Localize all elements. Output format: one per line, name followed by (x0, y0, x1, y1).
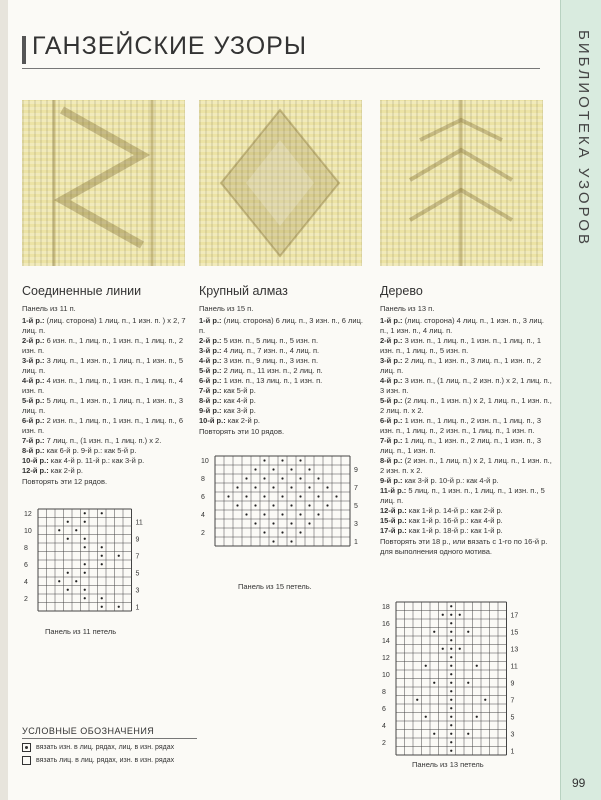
row-label: 18 (382, 603, 390, 611)
pattern-repeat-note: Повторять эти 18 р., или вязать с 1-го по 16-й р. для выполнения одного мотива. (380, 537, 548, 556)
row-number: 7-й р.: (199, 386, 222, 395)
chart-caption: Панель из 11 петель (45, 627, 117, 636)
instruction-row (380, 476, 552, 486)
purl-dot (281, 531, 283, 533)
pattern-repeat-note: Повторять эти 12 рядов. (22, 477, 108, 486)
row-label: 4 (382, 722, 386, 730)
empty-square-icon (22, 756, 31, 765)
purl-dot (459, 648, 461, 650)
instruction-row (22, 316, 194, 336)
row-number: 2-й р.: (22, 336, 45, 345)
purl-dot (484, 699, 486, 701)
pattern-title: Дерево (380, 284, 423, 298)
purl-dot (459, 614, 461, 616)
row-text: 2 изн. п., 1 лиц. п., 1 изн. п., 1 лиц. п., 6 изн. п. (22, 416, 183, 435)
row-number: 6-й р.: (22, 416, 45, 425)
purl-dot (254, 522, 256, 524)
purl-dot (317, 477, 319, 479)
row-label: 4 (201, 512, 205, 519)
row-number: 5-й р.: (199, 366, 222, 375)
purl-dot (84, 589, 86, 591)
row-label: 6 (24, 561, 28, 569)
row-text: 4 лиц. п., 7 изн. п., 4 лиц. п. (221, 346, 320, 355)
purl-dot (263, 495, 265, 497)
row-text: 5 лиц. п., 1 изн. п., 1 лиц. п., 1 изн. п., 5 лиц. п. (380, 486, 545, 505)
row-text: (лиц. сторона) 4 лиц. п., 1 изн. п., 3 лиц. п., 1 изн. п., 4 лиц. п. (380, 316, 544, 335)
purl-dot (118, 606, 120, 608)
row-number: 8-й р.: (199, 396, 222, 405)
row-label: 1 (354, 539, 358, 546)
row-label: 11 (510, 663, 518, 671)
row-number: 10-й р.: (22, 456, 49, 465)
pattern-intro: Панель из 11 п. (22, 304, 76, 313)
purl-dot (101, 606, 103, 608)
purl-dot (450, 605, 452, 607)
purl-dot (236, 486, 238, 488)
row-text: (2 лиц. п., 1 изн. п.) x 2, 1 лиц. п., 1 изн. п., 2 лиц. п. x 2. (380, 396, 552, 415)
row-number: 4-й р.: (199, 356, 222, 365)
chart-grid (199, 452, 368, 550)
purl-dot (254, 504, 256, 506)
title-divider (22, 68, 540, 69)
row-text: как 4-й р. (221, 396, 256, 405)
row-label: 2 (24, 595, 28, 603)
purl-dot (272, 522, 274, 524)
instruction-row (199, 356, 371, 366)
purl-dot (450, 639, 452, 641)
purl-dot (308, 468, 310, 470)
pattern-column-1 (22, 284, 194, 487)
page-title: ГАНЗЕЙСКИЕ УЗОРЫ (32, 32, 307, 60)
instruction-row (380, 526, 552, 536)
purl-dot (450, 690, 452, 692)
row-label: 1 (510, 748, 515, 756)
row-label: 9 (354, 467, 358, 474)
purl-dot (84, 546, 86, 548)
row-label: 10 (382, 671, 390, 679)
row-label: 13 (510, 646, 519, 654)
purl-dot (450, 699, 452, 701)
purl-dot (272, 486, 274, 488)
row-number: 3-й р.: (380, 356, 403, 365)
purl-dot (290, 522, 292, 524)
row-label: 3 (510, 731, 515, 739)
row-label: 3 (354, 521, 358, 528)
instruction-row (380, 356, 552, 376)
purl-dot (433, 682, 435, 684)
row-text: как 2-й р. (225, 416, 260, 425)
row-text: 7 лиц. п., (1 изн. п., 1 лиц. п.) x 2. (44, 436, 162, 445)
pattern-intro: Панель из 13 п. (380, 304, 435, 313)
row-text: как 2-й р. (48, 466, 83, 475)
instruction-row (380, 416, 552, 436)
purl-dot (326, 486, 328, 488)
purl-dot (476, 665, 478, 667)
row-text: (2 изн. п., 1 лиц. п.) x 2, 1 лиц. п., 1 изн. п., 2 изн. п. x 2. (380, 456, 552, 475)
purl-dot (67, 521, 69, 523)
purl-dot (299, 477, 301, 479)
row-text: 2 лиц. п., 11 изн. п., 2 лиц. п. (221, 366, 323, 375)
purl-dot (245, 477, 247, 479)
purl-dot (450, 707, 452, 709)
row-text: 3 лиц. п., 1 изн. п., 1 лиц. п., 1 изн. п., 5 лиц. п. (22, 356, 183, 375)
row-number: 2-й р.: (380, 336, 403, 345)
row-label: 5 (135, 570, 140, 578)
title-accent (22, 36, 26, 64)
knitting-chart-2 (199, 452, 368, 555)
purl-dot (450, 631, 452, 633)
instruction-row (380, 376, 552, 396)
row-text: 3 изн. п., 1 лиц. п., 1 изн. п., 1 лиц. п., 1 изн. п., 1 лиц. п., 5 изн. п. (380, 336, 541, 355)
purl-dot (75, 580, 77, 582)
purl-dot (308, 522, 310, 524)
purl-dot (101, 563, 103, 565)
purl-dot (450, 724, 452, 726)
row-label: 15 (510, 629, 519, 637)
legend-item-purl (22, 743, 202, 752)
row-number: 12-й р.: (22, 466, 49, 475)
purl-dot (84, 563, 86, 565)
purl-dot (416, 699, 418, 701)
row-text: как 1-й р. 14-й р.: как 2-й р. (406, 506, 503, 515)
purl-dot (299, 513, 301, 515)
swatch-photo-2 (199, 100, 362, 266)
purl-dot (101, 555, 103, 557)
purl-dot (450, 656, 452, 658)
purl-dot (317, 513, 319, 515)
row-label: 12 (24, 510, 32, 518)
purl-dot (467, 733, 469, 735)
row-number: 3-й р.: (199, 346, 222, 355)
swatch-2-pattern (199, 100, 362, 266)
knitting-chart-3 (380, 598, 525, 764)
page-number: 99 (572, 776, 586, 790)
row-number: 15-й р.: (380, 516, 407, 525)
row-label: 2 (201, 530, 205, 537)
purl-dot (58, 529, 60, 531)
legend-text: вязать лиц. в лиц. рядах, изн. в изн. рядах (36, 757, 175, 764)
legend (22, 726, 202, 769)
row-text: 5 изн. п., 5 лиц. п., 5 изн. п. (221, 336, 319, 345)
row-label: 6 (382, 705, 386, 713)
instruction-row (199, 366, 371, 376)
swatch-photo-1 (22, 100, 185, 266)
purl-dot (290, 504, 292, 506)
purl-dot (450, 716, 452, 718)
instruction-row (199, 376, 371, 386)
purl-dot (272, 468, 274, 470)
row-text: 6 изн. п., 1 лиц. п., 1 изн. п., 1 лиц. п., 2 изн. п. (22, 336, 183, 355)
chart-grid (22, 505, 150, 615)
row-text: как 3-й р. (221, 406, 256, 415)
legend-divider (22, 738, 197, 739)
purl-dot (425, 716, 427, 718)
purl-dot (433, 733, 435, 735)
purl-dot (450, 741, 452, 743)
instruction-row (22, 436, 194, 446)
row-number: 3-й р.: (22, 356, 45, 365)
instruction-row (380, 316, 552, 336)
instruction-row (380, 506, 552, 516)
row-text: как 4-й р. 11-й р.: как 3-й р. (48, 456, 145, 465)
purl-dot (450, 682, 452, 684)
chart-caption: Панель из 13 петель (412, 760, 484, 769)
purl-dot (67, 589, 69, 591)
swatch-3-pattern (380, 100, 543, 266)
row-number: 9-й р.: (199, 406, 222, 415)
purl-dot (450, 665, 452, 667)
chart-caption: Панель из 15 петель. (238, 582, 312, 591)
pattern-title: Крупный алмаз (199, 284, 288, 298)
row-label: 3 (135, 587, 140, 595)
instruction-row (22, 376, 194, 396)
purl-dot (272, 504, 274, 506)
purl-dot (290, 468, 292, 470)
instruction-row (380, 456, 552, 476)
row-text: 1 изн. п., 1 лиц. п., 2 изн. п., 1 лиц. п., 3 изн. п., 1 лиц. п., 2 изн. п., 1 лиц. п., 1 изн. п. (380, 416, 541, 435)
purl-dot (450, 733, 452, 735)
purl-dot (308, 486, 310, 488)
purl-dot (245, 495, 247, 497)
purl-dot (101, 597, 103, 599)
row-label: 11 (135, 519, 143, 527)
row-label: 6 (201, 494, 205, 501)
row-number: 6-й р.: (199, 376, 222, 385)
row-number: 5-й р.: (22, 396, 45, 405)
instruction-row (199, 316, 371, 336)
swatch-1-pattern (22, 100, 185, 266)
swatch-photo-3 (380, 100, 543, 266)
purl-dot (58, 580, 60, 582)
row-text: как 5-й р. (221, 386, 256, 395)
purl-dot (118, 555, 120, 557)
row-label: 10 (201, 458, 209, 465)
purl-dot (254, 468, 256, 470)
purl-dot (467, 631, 469, 633)
purl-dot (450, 622, 452, 624)
row-label: 8 (24, 544, 28, 552)
purl-dot (476, 716, 478, 718)
row-text: 3 изн. п., (1 лиц. п., 2 изн. п.) x 2, 1 лиц. п., 3 изн. п. (380, 376, 552, 395)
purl-dot (281, 459, 283, 461)
purl-dot (84, 538, 86, 540)
row-number: 8-й р.: (22, 446, 45, 455)
purl-dot (281, 495, 283, 497)
row-text: 5 лиц. п., 1 изн. п., 1 лиц. п., 1 изн. п., 3 лиц. п. (22, 396, 183, 415)
instruction-row (22, 336, 194, 356)
row-number: 12-й р.: (380, 506, 407, 515)
pattern-rows (22, 316, 194, 476)
instruction-row (199, 396, 371, 406)
row-text: 2 лиц. п., 1 изн. п., 3 лиц. п., 1 изн. п., 2 лиц. п. (380, 356, 541, 375)
purl-dot (84, 597, 86, 599)
purl-dot (245, 513, 247, 515)
legend-item-knit (22, 756, 202, 765)
purl-dot (281, 513, 283, 515)
purl-dot (299, 459, 301, 461)
purl-dot (442, 648, 444, 650)
legend-title: УСЛОВНЫЕ ОБОЗНАЧЕНИЯ (22, 726, 155, 736)
row-text: 1 лиц. п., 1 изн. п., 2 лиц. п., 1 изн. п., 3 лиц. п., 1 изн. п. (380, 436, 541, 455)
row-number: 2-й р.: (199, 336, 222, 345)
row-number: 11-й р.: (380, 486, 407, 495)
row-label: 7 (135, 553, 140, 561)
row-label: 7 (510, 697, 515, 705)
pattern-rows (380, 316, 552, 536)
row-number: 17-й р.: (380, 526, 407, 535)
row-text: как 3-й р. 10-й р.: как 4-й р. (402, 476, 499, 485)
purl-dot (101, 546, 103, 548)
row-number: 1-й р.: (22, 316, 45, 325)
purl-dot (442, 614, 444, 616)
row-label: 5 (510, 714, 515, 722)
purl-dot (67, 572, 69, 574)
purl-dot (263, 477, 265, 479)
instruction-row (22, 446, 194, 456)
row-label: 7 (354, 485, 358, 492)
purl-dot (254, 486, 256, 488)
instruction-row (380, 436, 552, 456)
purl-dot (101, 512, 103, 514)
row-label: 9 (510, 680, 515, 688)
pattern-column-2 (199, 284, 371, 437)
row-number: 7-й р.: (22, 436, 45, 445)
purl-dot (450, 614, 452, 616)
row-label: 2 (382, 739, 386, 747)
row-label: 10 (24, 527, 32, 535)
instruction-row (22, 456, 194, 466)
row-text: как 6-й р. 9-й р.: как 5-й р. (44, 446, 137, 455)
row-number: 4-й р.: (22, 376, 45, 385)
row-number: 7-й р.: (380, 436, 403, 445)
instruction-row (22, 416, 194, 436)
instruction-row (22, 356, 194, 376)
purl-dot (84, 521, 86, 523)
purl-dot (433, 631, 435, 633)
pattern-column-3 (380, 284, 552, 557)
row-label: 9 (135, 536, 140, 544)
purl-dot (299, 495, 301, 497)
row-text: 3 изн. п., 9 лиц. п., 3 изн. п. (221, 356, 319, 365)
knitting-chart-1 (22, 505, 150, 620)
pattern-repeat-note: Повторять эти 10 рядов. (199, 427, 285, 436)
page-edge (0, 0, 8, 800)
chart-grid (380, 598, 525, 759)
row-text: (лиц. сторона) 6 лиц. п., 3 изн. п., 6 лиц. п. (199, 316, 363, 335)
purl-dot (425, 665, 427, 667)
purl-dot (263, 513, 265, 515)
instruction-row (22, 466, 194, 476)
purl-dot (75, 529, 77, 531)
row-label: 12 (382, 654, 390, 662)
purl-dot (272, 540, 274, 542)
row-label: 16 (382, 620, 390, 628)
purl-dot (450, 750, 452, 752)
instruction-row (380, 336, 552, 356)
row-label: 1 (135, 604, 140, 612)
instruction-row (380, 486, 552, 506)
purl-dot (290, 486, 292, 488)
purl-dot (227, 495, 229, 497)
purl-dot (84, 512, 86, 514)
purl-dot (308, 504, 310, 506)
row-number: 4-й р.: (380, 376, 403, 385)
purl-dot (450, 648, 452, 650)
row-text: 4 изн. п., 1 лиц. п., 1 изн. п., 1 лиц. п., 4 изн. п. (22, 376, 183, 395)
pattern-intro: Панель из 15 п. (199, 304, 254, 313)
row-label: 14 (382, 637, 390, 645)
purl-dot (236, 504, 238, 506)
row-number: 5-й р.: (380, 396, 403, 405)
purl-dot (281, 477, 283, 479)
row-number: 6-й р.: (380, 416, 403, 425)
instruction-row (22, 396, 194, 416)
purl-dot (317, 495, 319, 497)
instruction-row (199, 336, 371, 346)
purl-dot (467, 682, 469, 684)
purl-dot (326, 504, 328, 506)
row-label: 8 (382, 688, 386, 696)
row-text: как 1-й р. 18-й р.: как 1-й р. (406, 526, 503, 535)
sidebar-label: БИБЛИОТЕКА УЗОРОВ (575, 30, 592, 247)
legend-text: вязать изн. в лиц. рядах, лиц. в изн. рядах (36, 744, 175, 751)
purl-dot (299, 531, 301, 533)
row-number: 9-й р.: (380, 476, 403, 485)
row-number: 10-й р.: (199, 416, 226, 425)
row-text: 1 изн. п., 13 лиц. п., 1 изн. п. (221, 376, 323, 385)
instruction-row (380, 396, 552, 416)
row-text: (лиц. сторона) 1 лиц. п., 1 изн. п. ) x 2, 7 лиц. п. (22, 316, 186, 335)
dot-symbol-icon (22, 743, 31, 752)
purl-dot (450, 673, 452, 675)
row-text: как 1-й р. 16-й р.: как 4-й р. (406, 516, 503, 525)
pattern-title: Соединенные линии (22, 284, 142, 298)
purl-dot (67, 538, 69, 540)
purl-dot (335, 495, 337, 497)
purl-dot (263, 531, 265, 533)
instruction-row (199, 386, 371, 396)
row-number: 8-й р.: (380, 456, 403, 465)
purl-dot (263, 459, 265, 461)
instruction-row (199, 346, 371, 356)
title-bar (22, 32, 342, 70)
row-number: 1-й р.: (199, 316, 222, 325)
row-label: 5 (354, 503, 358, 510)
instruction-row (380, 516, 552, 526)
row-label: 17 (510, 612, 519, 620)
row-label: 8 (201, 476, 205, 483)
purl-dot (84, 572, 86, 574)
purl-dot (290, 540, 292, 542)
instruction-row (199, 416, 371, 426)
row-label: 4 (24, 578, 28, 586)
row-number: 1-й р.: (380, 316, 403, 325)
instruction-row (199, 406, 371, 416)
pattern-rows (199, 316, 371, 426)
